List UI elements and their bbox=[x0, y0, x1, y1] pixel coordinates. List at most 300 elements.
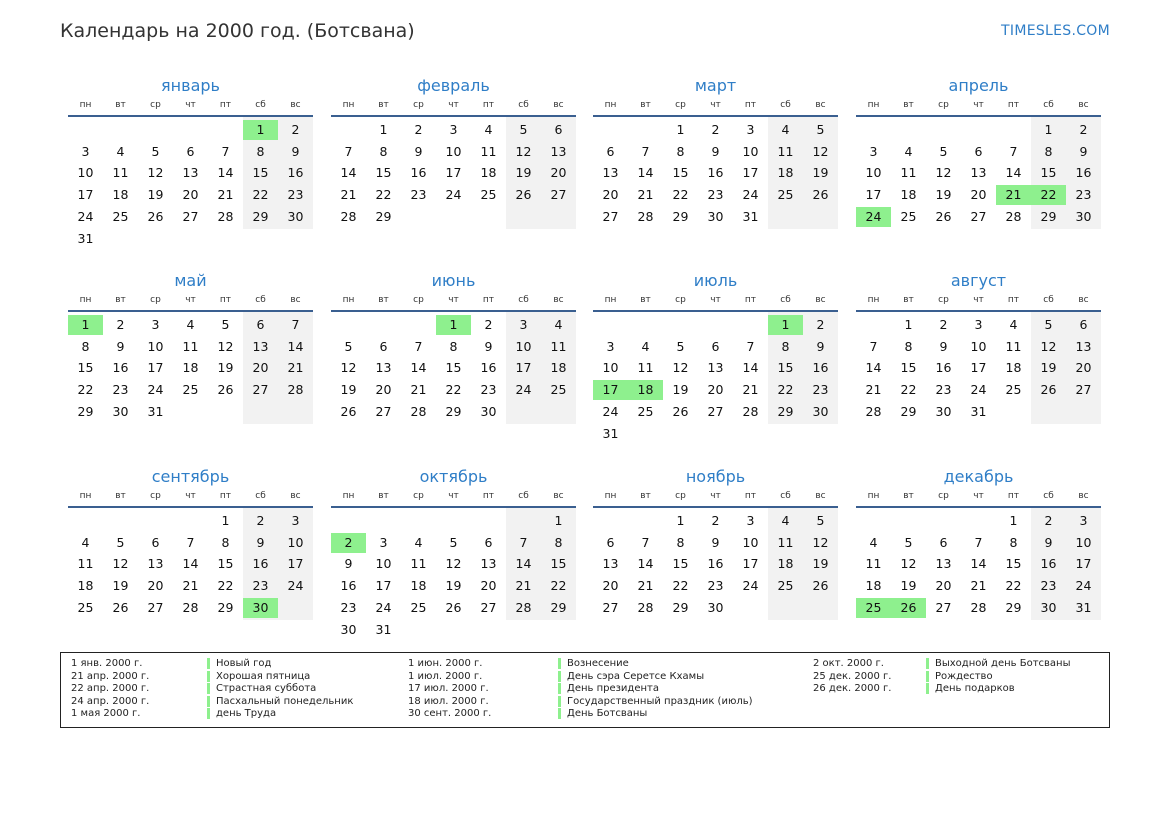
month-name: октябрь bbox=[419, 467, 488, 486]
day-cell: 22 bbox=[550, 578, 567, 594]
day-cell: 29 bbox=[375, 208, 392, 224]
day-cell: 28 bbox=[637, 208, 654, 224]
day-cell: 1 bbox=[676, 122, 685, 137]
weekday-label: пн bbox=[342, 100, 355, 110]
day-cell: 16 bbox=[287, 165, 304, 181]
day-cell: 19 bbox=[147, 187, 164, 203]
day-cell: 16 bbox=[707, 556, 724, 572]
day-cell: 18 bbox=[550, 360, 567, 376]
weekday-label: вс bbox=[553, 100, 564, 110]
day-cell: 5 bbox=[816, 513, 825, 528]
day-cell: 14 bbox=[1005, 165, 1022, 181]
weekday-header bbox=[593, 295, 838, 307]
day-cell: 25 bbox=[480, 187, 497, 203]
day-cell: 26 bbox=[812, 578, 829, 594]
weekday-label: ср bbox=[413, 100, 424, 110]
day-cell: 21 bbox=[970, 578, 987, 594]
day-cell: 5 bbox=[344, 338, 353, 354]
day-cell: 13 bbox=[602, 165, 619, 181]
day-cell: 22 bbox=[252, 187, 269, 203]
weekday-header bbox=[856, 295, 1101, 307]
day-cell: 8 bbox=[221, 534, 230, 550]
day-cell: 15 bbox=[550, 556, 567, 572]
day-cell: 26 bbox=[935, 208, 952, 224]
day-cell: 24 bbox=[445, 187, 462, 203]
legend-date: 1 июн. 2000 г. bbox=[408, 658, 483, 669]
weekday-header bbox=[68, 100, 313, 112]
weekday-label: сб bbox=[518, 295, 529, 305]
day-cell: 17 bbox=[742, 556, 759, 572]
day-cell: 22 bbox=[1005, 578, 1022, 594]
day-cell: 12 bbox=[812, 143, 829, 159]
holiday-day-cell: 18 bbox=[628, 380, 663, 400]
day-cell: 2 bbox=[711, 122, 720, 137]
holiday-day-cell: 1 bbox=[243, 120, 278, 140]
day-cell: 6 bbox=[974, 143, 983, 159]
day-cell: 22 bbox=[375, 187, 392, 203]
day-cell: 24 bbox=[970, 382, 987, 398]
legend-holiday-name: День президента bbox=[558, 683, 659, 694]
day-cell: 11 bbox=[112, 165, 129, 181]
weekday-label: ср bbox=[413, 491, 424, 501]
day-cell: 3 bbox=[81, 143, 90, 159]
legend-holiday-name: Новый год bbox=[207, 658, 271, 669]
day-cell: 19 bbox=[812, 165, 829, 181]
day-cell: 15 bbox=[672, 556, 689, 572]
day-cell: 7 bbox=[414, 338, 423, 354]
day-cell: 17 bbox=[742, 165, 759, 181]
day-cell: 27 bbox=[147, 599, 164, 615]
day-cell: 28 bbox=[742, 403, 759, 419]
day-cell: 12 bbox=[340, 360, 357, 376]
day-cell: 13 bbox=[252, 338, 269, 354]
day-cell: 9 bbox=[344, 556, 353, 572]
brand-link[interactable]: TIMESLES.COM bbox=[1001, 23, 1110, 39]
day-cell: 20 bbox=[182, 187, 199, 203]
day-cell: 25 bbox=[182, 382, 199, 398]
day-cell: 8 bbox=[781, 338, 790, 354]
day-cell: 13 bbox=[147, 556, 164, 572]
day-cell: 28 bbox=[217, 208, 234, 224]
day-cell: 21 bbox=[742, 382, 759, 398]
day-cell: 7 bbox=[186, 534, 195, 550]
day-cell: 13 bbox=[550, 143, 567, 159]
day-cell: 10 bbox=[445, 143, 462, 159]
day-cell: 18 bbox=[1005, 360, 1022, 376]
day-cell: 17 bbox=[1075, 556, 1092, 572]
day-cell: 9 bbox=[711, 534, 720, 550]
day-cell: 4 bbox=[781, 122, 790, 137]
weekday-label: ср bbox=[675, 491, 686, 501]
day-cell: 4 bbox=[904, 143, 913, 159]
day-cell: 31 bbox=[375, 621, 392, 637]
legend-date: 17 июл. 2000 г. bbox=[408, 683, 489, 695]
day-cell: 25 bbox=[77, 599, 94, 615]
day-cell: 10 bbox=[287, 534, 304, 550]
day-cell: 7 bbox=[641, 534, 650, 550]
day-cell: 17 bbox=[77, 187, 94, 203]
day-cell: 24 bbox=[602, 403, 619, 419]
day-cell: 24 bbox=[77, 208, 94, 224]
day-cell: 4 bbox=[554, 317, 563, 332]
month-name: сентябрь bbox=[151, 467, 230, 486]
weekday-header bbox=[856, 100, 1101, 112]
day-cell: 8 bbox=[904, 338, 913, 354]
day-cell: 12 bbox=[112, 556, 129, 572]
day-cell: 22 bbox=[777, 382, 794, 398]
legend-holiday-name: День Ботсваны bbox=[558, 708, 647, 719]
day-cell: 3 bbox=[974, 317, 983, 332]
day-cell: 2 bbox=[116, 317, 125, 332]
day-cell: 29 bbox=[900, 403, 917, 419]
day-cell: 29 bbox=[672, 208, 689, 224]
day-cell: 8 bbox=[554, 534, 563, 550]
day-cell: 11 bbox=[182, 338, 199, 354]
day-cell: 26 bbox=[672, 403, 689, 419]
day-cell: 15 bbox=[1040, 165, 1057, 181]
weekday-label: вс bbox=[815, 100, 826, 110]
day-cell: 31 bbox=[1075, 599, 1092, 615]
day-cell: 10 bbox=[375, 556, 392, 572]
weekday-label: вс bbox=[290, 491, 301, 501]
day-cell: 9 bbox=[939, 338, 948, 354]
day-cell: 19 bbox=[340, 382, 357, 398]
day-cell: 1 bbox=[904, 317, 913, 332]
day-cell: 27 bbox=[602, 208, 619, 224]
weekday-header bbox=[331, 491, 576, 503]
day-cell: 5 bbox=[151, 143, 160, 159]
weekday-label: сб bbox=[780, 100, 791, 110]
day-cell: 9 bbox=[484, 338, 493, 354]
day-cell: 9 bbox=[414, 143, 423, 159]
day-cell: 18 bbox=[112, 187, 129, 203]
day-cell: 28 bbox=[637, 599, 654, 615]
legend-date: 1 янв. 2000 г. bbox=[71, 658, 143, 669]
holiday-day-cell: 17 bbox=[593, 380, 628, 400]
day-cell: 12 bbox=[935, 165, 952, 181]
day-cell: 17 bbox=[375, 578, 392, 594]
legend-date: 30 сент. 2000 г. bbox=[408, 708, 492, 720]
day-cell: 11 bbox=[1005, 338, 1022, 354]
day-cell: 26 bbox=[217, 382, 234, 398]
day-cell: 24 bbox=[742, 578, 759, 594]
day-cell: 30 bbox=[287, 208, 304, 224]
day-cell: 14 bbox=[287, 338, 304, 354]
day-cell: 20 bbox=[1075, 360, 1092, 376]
weekday-label: ср bbox=[413, 295, 424, 305]
day-cell: 25 bbox=[1005, 382, 1022, 398]
weekday-label: пн bbox=[79, 491, 92, 501]
day-cell: 13 bbox=[182, 165, 199, 181]
day-cell: 2 bbox=[484, 317, 493, 332]
weekday-label: сб bbox=[1043, 491, 1054, 501]
holiday-day-cell: 1 bbox=[436, 315, 471, 335]
day-cell: 5 bbox=[904, 534, 913, 550]
legend-holiday-name: Страстная суббота bbox=[207, 683, 316, 694]
day-cell: 9 bbox=[711, 143, 720, 159]
weekday-label: пн bbox=[867, 295, 880, 305]
day-cell: 13 bbox=[375, 360, 392, 376]
day-cell: 21 bbox=[637, 578, 654, 594]
day-cell: 19 bbox=[1040, 360, 1057, 376]
weekday-label: чт bbox=[710, 100, 721, 110]
day-cell: 20 bbox=[480, 578, 497, 594]
day-cell: 8 bbox=[676, 143, 685, 159]
weekday-label: вс bbox=[815, 295, 826, 305]
weekday-label: вт bbox=[640, 295, 651, 305]
day-cell: 28 bbox=[182, 599, 199, 615]
day-cell: 1 bbox=[379, 122, 388, 137]
day-cell: 29 bbox=[672, 599, 689, 615]
legend-holiday-name: Рождество bbox=[926, 671, 993, 682]
day-cell: 19 bbox=[217, 360, 234, 376]
day-cell: 18 bbox=[900, 187, 917, 203]
day-cell: 16 bbox=[410, 165, 427, 181]
day-cell: 6 bbox=[151, 534, 160, 550]
weekday-label: пн bbox=[867, 100, 880, 110]
day-cell: 19 bbox=[900, 578, 917, 594]
day-cell: 9 bbox=[256, 534, 265, 550]
day-cell: 17 bbox=[865, 187, 882, 203]
day-cell: 23 bbox=[707, 187, 724, 203]
day-cell: 23 bbox=[935, 382, 952, 398]
day-cell: 8 bbox=[676, 534, 685, 550]
day-cell: 11 bbox=[77, 556, 94, 572]
month-name: июль bbox=[693, 271, 738, 290]
day-cell: 19 bbox=[935, 187, 952, 203]
day-cell: 3 bbox=[746, 122, 755, 137]
weekday-header bbox=[593, 100, 838, 112]
day-cell: 30 bbox=[480, 403, 497, 419]
day-cell: 9 bbox=[1044, 534, 1053, 550]
day-cell: 4 bbox=[186, 317, 195, 332]
day-cell: 12 bbox=[217, 338, 234, 354]
day-cell: 11 bbox=[777, 143, 794, 159]
day-cell: 14 bbox=[637, 165, 654, 181]
day-cell: 28 bbox=[340, 208, 357, 224]
day-cell: 6 bbox=[484, 534, 493, 550]
day-cell: 9 bbox=[816, 338, 825, 354]
day-cell: 25 bbox=[112, 208, 129, 224]
day-cell: 26 bbox=[112, 599, 129, 615]
day-cell: 20 bbox=[602, 578, 619, 594]
day-cell: 7 bbox=[974, 534, 983, 550]
legend-holiday-name: Государственный праздник (июль) bbox=[558, 696, 753, 707]
weekday-label: вт bbox=[115, 295, 126, 305]
day-cell: 29 bbox=[445, 403, 462, 419]
day-cell: 27 bbox=[1075, 382, 1092, 398]
day-cell: 14 bbox=[637, 556, 654, 572]
weekday-label: пн bbox=[342, 491, 355, 501]
day-cell: 11 bbox=[550, 338, 567, 354]
holiday-day-cell: 21 bbox=[996, 185, 1031, 205]
day-cell: 27 bbox=[550, 187, 567, 203]
day-cell: 5 bbox=[1044, 317, 1053, 332]
day-cell: 27 bbox=[375, 403, 392, 419]
day-cell: 21 bbox=[340, 187, 357, 203]
holiday-day-cell: 1 bbox=[68, 315, 103, 335]
day-cell: 14 bbox=[340, 165, 357, 181]
weekday-label: ср bbox=[150, 295, 161, 305]
legend-date: 21 апр. 2000 г. bbox=[71, 670, 150, 682]
weekday-label: пн bbox=[79, 100, 92, 110]
weekday-label: ср bbox=[938, 491, 949, 501]
day-cell: 5 bbox=[116, 534, 125, 550]
day-cell: 23 bbox=[340, 599, 357, 615]
day-cell: 11 bbox=[900, 165, 917, 181]
weekday-label: чт bbox=[710, 295, 721, 305]
weekday-label: пт bbox=[744, 491, 757, 501]
day-cell: 11 bbox=[637, 360, 654, 376]
day-cell: 3 bbox=[1079, 513, 1088, 528]
weekday-label: вт bbox=[115, 491, 126, 501]
weekday-label: пт bbox=[744, 100, 757, 110]
day-cell: 10 bbox=[602, 360, 619, 376]
day-cell: 7 bbox=[1009, 143, 1018, 159]
weekday-header bbox=[331, 295, 576, 307]
weekday-label: вт bbox=[378, 100, 389, 110]
page-title: Календарь на 2000 год. (Ботсвана) bbox=[60, 20, 415, 42]
day-cell: 6 bbox=[606, 534, 615, 550]
day-cell: 10 bbox=[970, 338, 987, 354]
day-cell: 25 bbox=[550, 382, 567, 398]
day-cell: 20 bbox=[550, 165, 567, 181]
day-cell: 20 bbox=[970, 187, 987, 203]
day-cell: 14 bbox=[410, 360, 427, 376]
day-cell: 12 bbox=[515, 143, 532, 159]
day-cell: 2 bbox=[291, 122, 300, 137]
day-cell: 13 bbox=[1075, 338, 1092, 354]
day-cell: 10 bbox=[147, 338, 164, 354]
day-cell: 3 bbox=[151, 317, 160, 332]
day-cell: 19 bbox=[515, 165, 532, 181]
day-cell: 23 bbox=[1075, 187, 1092, 203]
weekday-label: пт bbox=[219, 100, 232, 110]
day-cell: 3 bbox=[449, 122, 458, 137]
day-cell: 19 bbox=[812, 556, 829, 572]
day-cell: 26 bbox=[147, 208, 164, 224]
day-cell: 24 bbox=[147, 382, 164, 398]
day-cell: 15 bbox=[217, 556, 234, 572]
weekday-label: вс bbox=[1078, 100, 1089, 110]
day-cell: 13 bbox=[480, 556, 497, 572]
day-cell: 30 bbox=[112, 403, 129, 419]
month-name: февраль bbox=[417, 76, 490, 95]
weekday-label: чт bbox=[185, 295, 196, 305]
month-name: июнь bbox=[431, 271, 476, 290]
weekday-label: пт bbox=[1007, 100, 1020, 110]
day-cell: 22 bbox=[217, 578, 234, 594]
day-cell: 30 bbox=[1040, 599, 1057, 615]
day-cell: 18 bbox=[77, 578, 94, 594]
holiday-legend bbox=[60, 652, 1110, 728]
day-cell: 5 bbox=[816, 122, 825, 137]
day-cell: 17 bbox=[970, 360, 987, 376]
day-cell: 23 bbox=[812, 382, 829, 398]
day-cell: 23 bbox=[112, 382, 129, 398]
day-cell: 29 bbox=[1040, 208, 1057, 224]
day-cell: 6 bbox=[1079, 317, 1088, 332]
day-cell: 30 bbox=[935, 403, 952, 419]
day-cell: 5 bbox=[939, 143, 948, 159]
day-cell: 22 bbox=[900, 382, 917, 398]
day-cell: 8 bbox=[256, 143, 265, 159]
weekday-label: сб bbox=[255, 491, 266, 501]
weekday-label: чт bbox=[710, 491, 721, 501]
day-cell: 22 bbox=[445, 382, 462, 398]
day-cell: 26 bbox=[1040, 382, 1057, 398]
month-name: март bbox=[694, 76, 737, 95]
day-cell: 16 bbox=[707, 165, 724, 181]
day-cell: 13 bbox=[935, 556, 952, 572]
day-cell: 31 bbox=[147, 403, 164, 419]
weekday-label: чт bbox=[185, 100, 196, 110]
weekday-label: чт bbox=[448, 491, 459, 501]
day-cell: 20 bbox=[707, 382, 724, 398]
day-cell: 27 bbox=[182, 208, 199, 224]
day-cell: 20 bbox=[602, 187, 619, 203]
weekday-label: пт bbox=[482, 100, 495, 110]
day-cell: 2 bbox=[711, 513, 720, 528]
weekday-label: вт bbox=[378, 491, 389, 501]
day-cell: 23 bbox=[252, 578, 269, 594]
weekday-label: сб bbox=[518, 491, 529, 501]
day-cell: 12 bbox=[900, 556, 917, 572]
day-cell: 3 bbox=[606, 338, 615, 354]
legend-date: 18 июл. 2000 г. bbox=[408, 695, 489, 707]
day-cell: 28 bbox=[410, 403, 427, 419]
day-cell: 19 bbox=[112, 578, 129, 594]
weekday-label: ср bbox=[150, 100, 161, 110]
day-cell: 16 bbox=[1075, 165, 1092, 181]
day-cell: 15 bbox=[672, 165, 689, 181]
weekday-label: вс bbox=[1078, 491, 1089, 501]
day-cell: 30 bbox=[1075, 208, 1092, 224]
day-cell: 11 bbox=[865, 556, 882, 572]
day-cell: 2 bbox=[1044, 513, 1053, 528]
month-name: апрель bbox=[948, 76, 1009, 95]
day-cell: 24 bbox=[287, 578, 304, 594]
weekday-header bbox=[856, 491, 1101, 503]
month-name: август bbox=[950, 271, 1007, 290]
weekday-label: вт bbox=[903, 100, 914, 110]
day-cell: 3 bbox=[379, 534, 388, 550]
weekday-label: пт bbox=[482, 491, 495, 501]
holiday-day-cell: 2 bbox=[331, 533, 366, 553]
weekday-label: пн bbox=[604, 295, 617, 305]
day-cell: 5 bbox=[221, 317, 230, 332]
day-cell: 15 bbox=[445, 360, 462, 376]
weekday-label: вс bbox=[290, 295, 301, 305]
day-cell: 16 bbox=[935, 360, 952, 376]
day-cell: 21 bbox=[217, 187, 234, 203]
weekday-label: чт bbox=[973, 491, 984, 501]
day-cell: 22 bbox=[672, 187, 689, 203]
day-cell: 20 bbox=[252, 360, 269, 376]
weekday-label: ср bbox=[150, 491, 161, 501]
day-cell: 10 bbox=[742, 143, 759, 159]
day-cell: 21 bbox=[410, 382, 427, 398]
day-cell: 5 bbox=[676, 338, 685, 354]
day-cell: 24 bbox=[742, 187, 759, 203]
weekday-label: ср bbox=[938, 100, 949, 110]
day-cell: 8 bbox=[1009, 534, 1018, 550]
weekday-label: пт bbox=[482, 295, 495, 305]
day-cell: 23 bbox=[707, 578, 724, 594]
day-cell: 20 bbox=[375, 382, 392, 398]
day-cell: 26 bbox=[515, 187, 532, 203]
day-cell: 8 bbox=[449, 338, 458, 354]
